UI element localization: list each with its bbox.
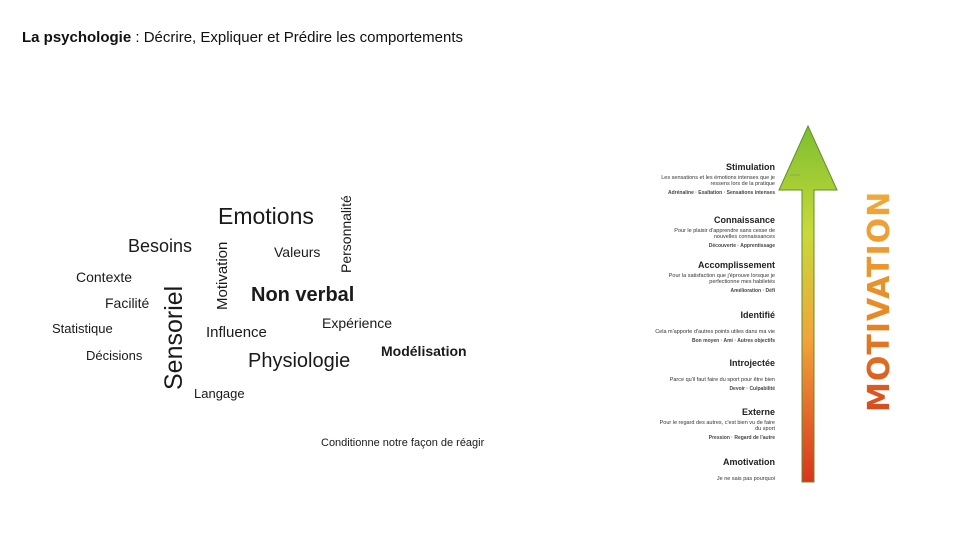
word-decisions: Décisions xyxy=(86,348,143,363)
word-statistique: Statistique xyxy=(52,321,113,336)
word-valeurs: Valeurs xyxy=(274,244,321,260)
level-identifie: Identifié Cela m'apporte d'autres points utiles dans ma vie Bon moyen · Ami · Autres objectifs xyxy=(655,310,775,344)
word-facilite: Facilité xyxy=(105,295,150,311)
level-stimulation: Stimulation Les sensations et les émotions intenses que je ressens lors de la pratique Adrénaline · Exaltation · Sensations intenses xyxy=(661,162,775,196)
word-emotions: Emotions xyxy=(218,203,314,229)
word-modelisation: Modélisation xyxy=(381,343,467,359)
title-bold: La psychologie xyxy=(22,29,132,46)
level-introjectee: Introjectée Parce qu'il faut faire du sport pour être bien Devoir · Culpabilité xyxy=(669,358,775,392)
word-motivation: Motivation xyxy=(214,241,231,310)
title-rest: : Décrire, Expliquer et Prédire les comportements xyxy=(131,29,463,46)
word-langage: Langage xyxy=(194,386,245,401)
word-physiologie: Physiologie xyxy=(248,350,351,372)
word-besoins: Besoins xyxy=(128,236,193,256)
level-connaissance: Connaissance Pour le plaisir d'apprendre sans cesse de nouvelles connaissances Découverte · Apprentissage xyxy=(674,215,775,249)
level-accomplissement: Accomplissement Pour la satisfaction que j'éprouve lorsque je perfectionne mes habiletés Amélioration · Défi xyxy=(668,260,775,294)
arrow-shape xyxy=(779,126,837,482)
word-experience: Expérience xyxy=(322,315,393,331)
word-conditionne: Conditionne notre façon de réagir xyxy=(321,437,485,449)
word-sensoriel: Sensoriel xyxy=(160,285,188,390)
level-amotivation: Amotivation Je ne sais pas pourquoi xyxy=(716,457,775,482)
motivation-label: MOTIVATION xyxy=(862,190,897,412)
word-contexte: Contexte xyxy=(76,269,133,285)
word-influence: Influence xyxy=(206,324,267,341)
word-non-verbal: Non verbal xyxy=(251,284,355,306)
word-personnalite: Personnalité xyxy=(338,195,354,273)
level-externe: Externe Pour le regard des autres, c'est bien vu de faire du sport Pression · Regard de l'autre xyxy=(659,407,775,441)
